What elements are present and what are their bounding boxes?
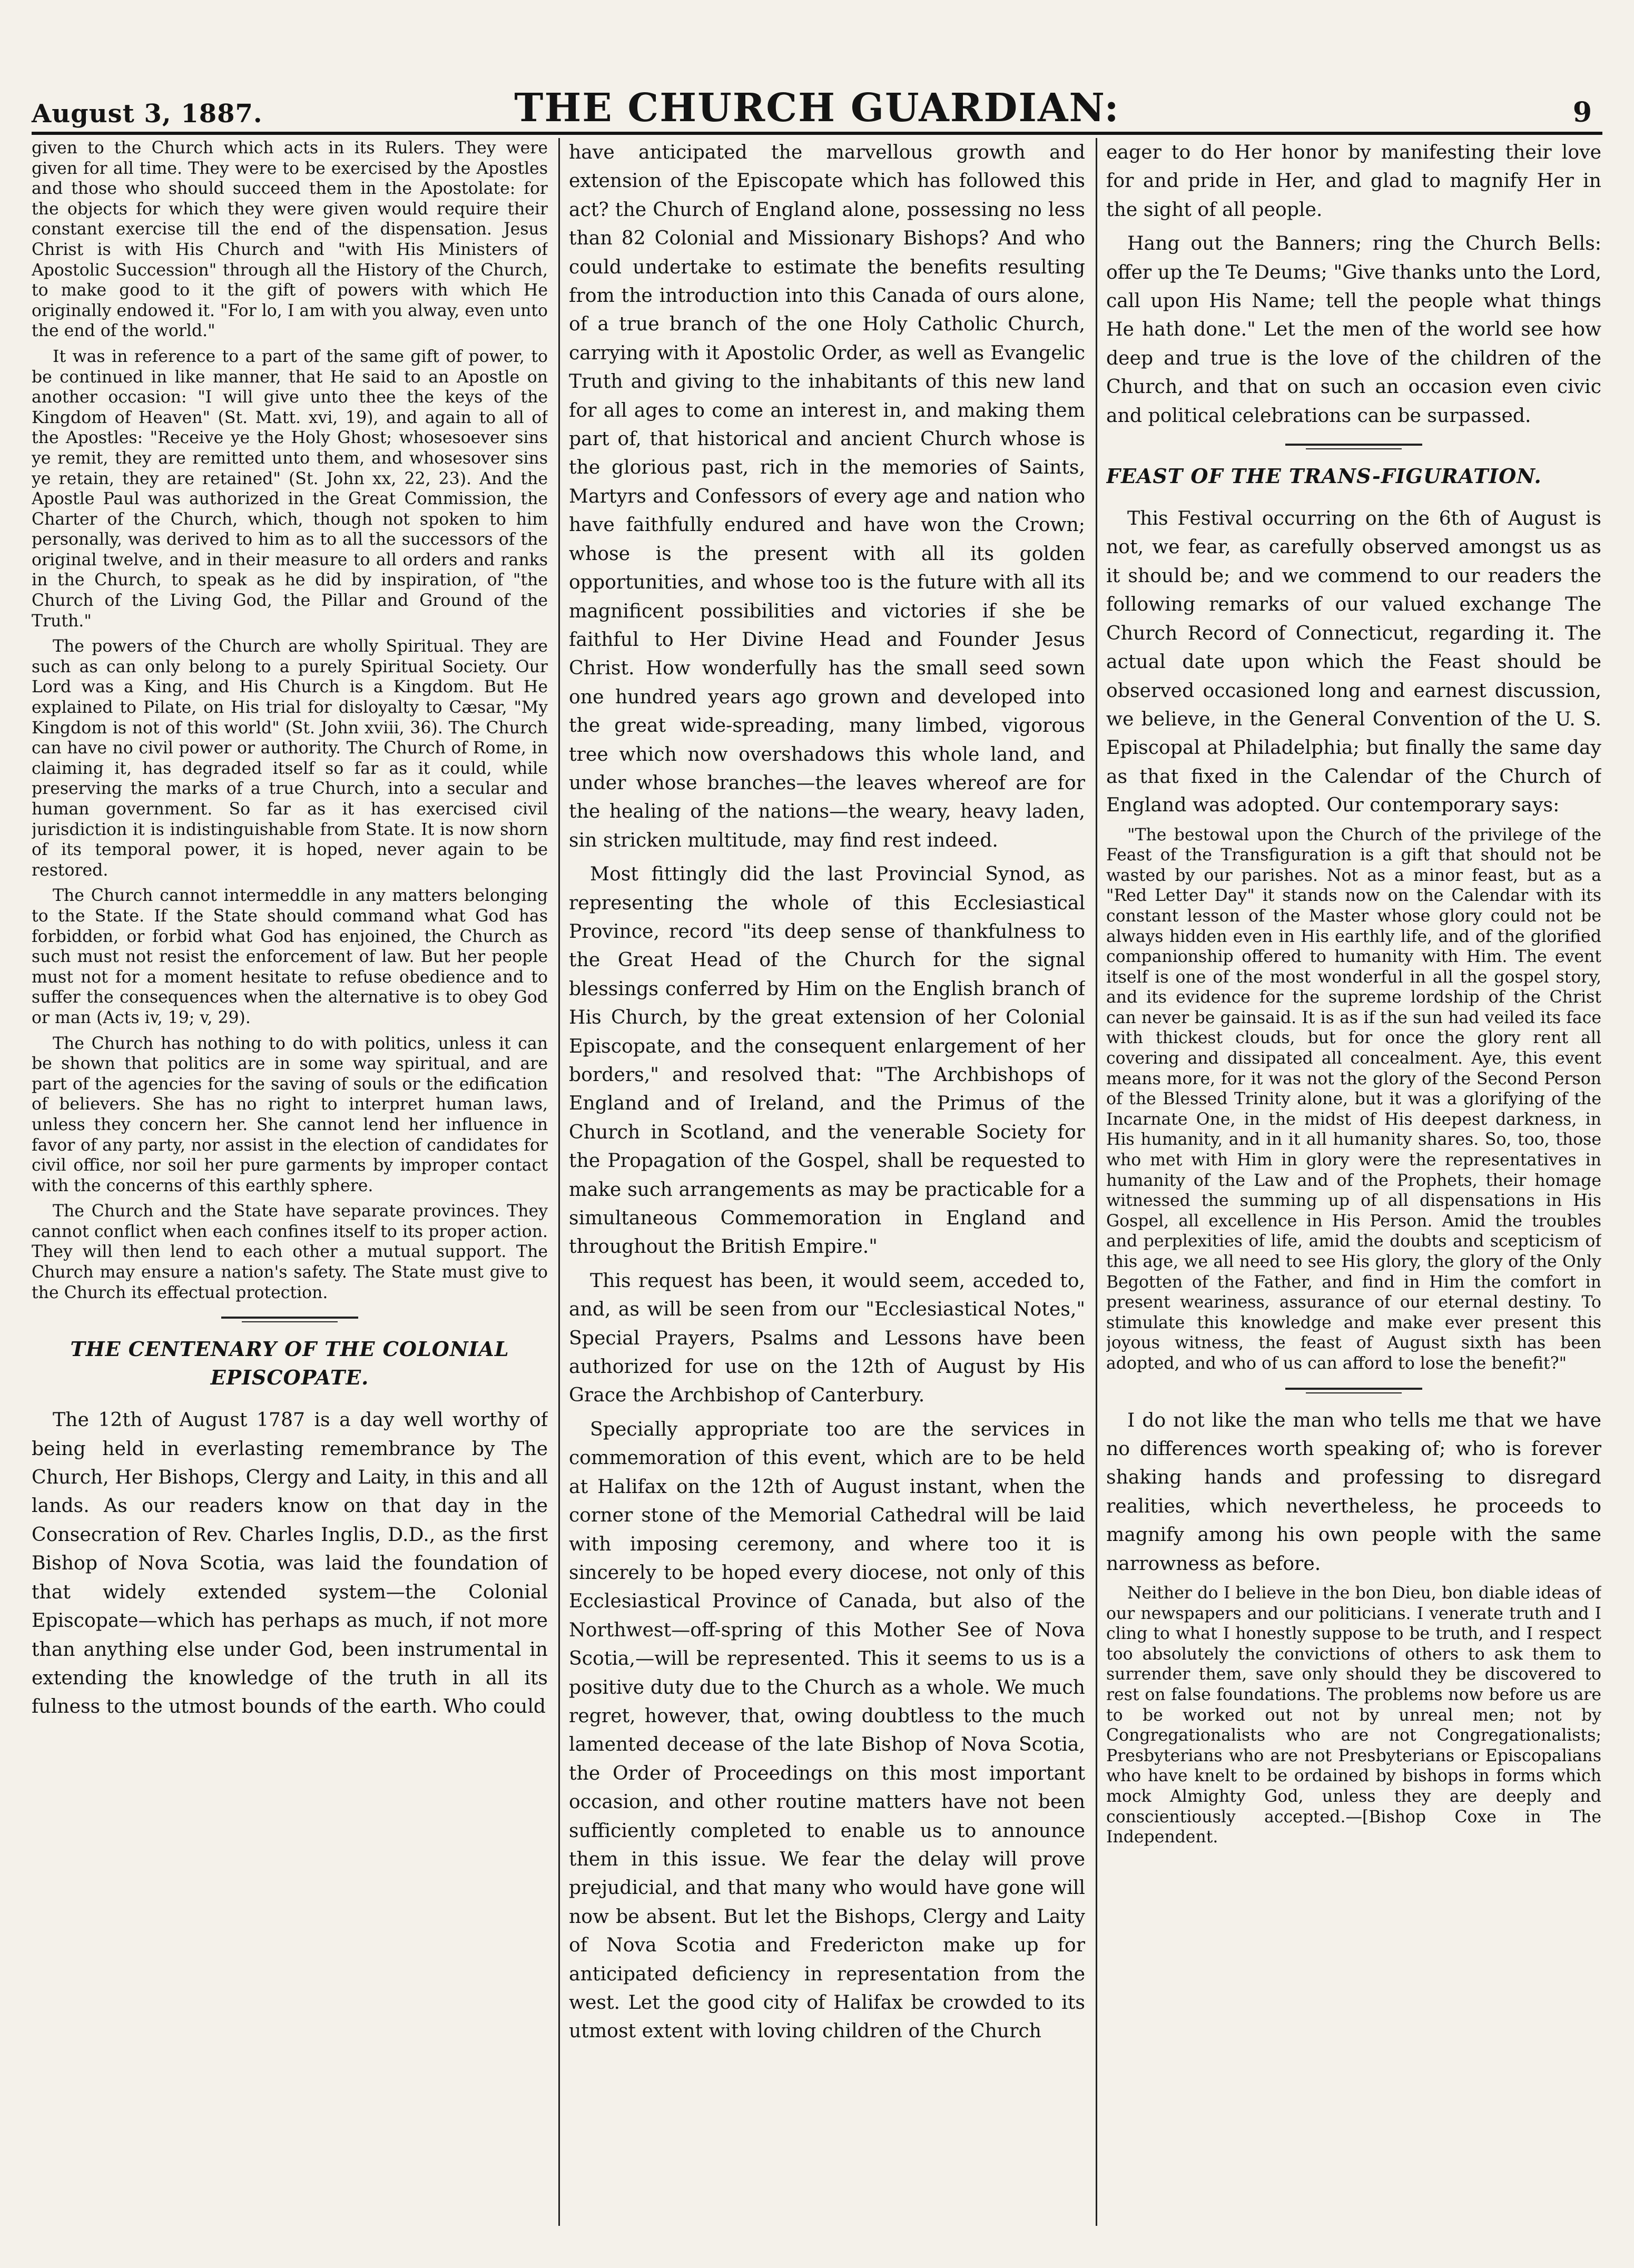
page-number: 9 xyxy=(1572,96,1592,129)
paragraph: This request has been, it would seem, acceded to, and, as will be seen from our "Ecclesiastical Notes," Special Prayers, Psalms and Lessons have been authorized for use on the 12th of August by His Grace the Archbishop of Canterbury. xyxy=(569,1269,1085,1407)
paragraph: The Church has nothing to do with politics, unless it can be shown that politics are in some way spiritual, and are part of the agencies for the saving of souls or the edification of believers. She has no right to interpret human laws, unless they concern her. She cannot lend her influence in favor of any party, nor assist in the election of candidates for civil office, nor soil her pure garments by improper contact with the concerns of this earthly sphere. xyxy=(32,1034,548,1195)
column-2 xyxy=(569,138,1085,2226)
paragraph: eager to do Her honor by manifesting their love for and pride in Her, and glad to magnify Her in the sight of all people. xyxy=(1106,141,1601,221)
ornamental-rule xyxy=(1285,444,1422,449)
issue-date: August 3, 1887. xyxy=(32,99,263,129)
paragraph: The Church and the State have separate provinces. They cannot conflict when each confines itself to its proper action. They will then lend to each other a mutual support. The Church may ensure a nation's safety. The State must give to the Church its effectual protection. xyxy=(32,1202,548,1302)
paragraph: Hang out the Banners; ring the Church Bells: offer up the Te Deums; "Give thanks unto the Lord, call upon His Name; tell the people what things He hath done." Let the men of the world see how deep and true is the love of the children of the Church, and that on such an occasion even civic and political celebrations can be surpassed. xyxy=(1106,232,1601,427)
paragraph: Most fittingly did the last Provincial Synod, as representing the whole of this Ecclesiastical Province, record "its deep sense of thankfulness to the Great Head of the Church for the signal blessings conferred by Him on the English branch of His Church, by the great extension of her Colonial Episcopate, and the consequent enlargement of her borders," and resolved that: "The Archbishops of England and of Ireland, and the Primus of the Church in Scotland, and the venerable Society for the Propagation of the Gospel, shall be requested to make such arrangements as may be practicable for a simultaneous Commemoration in England and throughout the British Empire." xyxy=(569,862,1085,1258)
masthead-title: THE CHURCH GUARDIAN: xyxy=(514,85,1120,131)
paragraph: The 12th of August 1787 is a day well worthy of being held in everlasting remembrance by The Church, Her Bishops, Clergy and Laity, in this and all lands. As our readers know on that day in the Consecration of Rev. Charles Inglis, D.D., as the first Bishop of Nova Scotia, was laid the foundation of that widely extended system—the Colonial Episcopate—which has perhaps as much, if not more than anything else under God, been instrumental in extending the knowledge of the truth in all its fulness to the utmost bounds of the earth. Who could xyxy=(32,1408,548,1718)
paragraph: given to the Church which acts in its Rulers. They were given for all time. They were to be exercised by the Apostles and those who should succeed them in the Apostolate: for the objects for which they were given would require their constant exercise till the end of the dispensation. Jesus Christ is with His Church and "with His Ministers of Apostolic Succession" through all the History of the Church, to make good to it the gift of powers with which He originally endowed it. "For lo, I am with you alway, even unto the end of the world." xyxy=(32,139,548,341)
ornamental-rule xyxy=(221,1317,358,1322)
paragraph: have anticipated the marvellous growth and extension of the Episcopate which has followed this act? the Church of England alone, possessing no less than 82 Colonial and Missionary Bishops? And who could undertake to estimate the benefits resulting from the introduction into this Canada of ours alone, of a true branch of the one Holy Catholic Church, carrying with it Apostolic Order, as well as Evangelic Truth and giving to the inhabitants of this new land for all ages to come an interest in, and making them part of, that historical and ancient Church whose is the glorious past, rich in the memories of Saints, Martyrs and Confessors of every age and nation who have faithfully endured and have won the Crown; whose is the present with all its golden opportunities, and whose too is the future with all its magnificent possibilities and victories if she be faithful to Her Divine Head and Founder Jesus Christ. How wonderfully has the small seed sown one hundred years ago grown and developed into the great wide-spreading, many limbed, vigorous tree which now overshadows this whole land, and under whose branches—the leaves whereof are for the healing of the nations—the weary, heavy laden, sin stricken multitude, may find rest indeed. xyxy=(569,141,1085,851)
column-3 xyxy=(1106,138,1601,2226)
paragraph: The Church cannot intermeddle in any matters belonging to the State. If the State should command what God has forbidden, or forbid what God has enjoined, the Church as such must not resist the enforcement of law. But her people must not for a moment hesitate to refuse obedience and to suffer the consequences when the alternative is to obey God or man (Acts iv, 19; v, 29). xyxy=(32,886,548,1027)
quoted-paragraph: "The bestowal upon the Church of the privilege of the Feast of the Transfiguration is a gift that should not be wasted by our parishes. Not as a minor feast, but as a "Red Letter Day" it stands now on the Calendar with its constant lesson of the Master whose glory could not be always hidden even in His earthly life, and of the glorified companionship offered to humanity with Him. The event itself is one of the most wonderful in all the gospel story, and its evidence for the supreme lordship of the Christ can never be gainsaid. It is as if the sun had veiled its face with thickest clouds, but for once the glory rent all covering and dissipated all concealment. Aye, this event means more, for it was not the glory of the Second Person of the Blessed Trinity alone, but it was a glorifying of the Incarnate One, in the midst of His deepest darkness, in His humanity, and in it all humanity shares. So, too, those who met with Him in glory were the representatives in humanity of the Law and of the Prophets, their homage witnessed the summing up of all dispensations in His Gospel, all excellence in His Person. Amid the troubles and perplexities of life, amid the doubts and scepticism of this age, we all need to see His glory, the glory of the Only Begotten of the Father, and find in Him the comfort in present weariness, assurance of our eternal destiny. To stimulate this knowledge and make ever present this joyous witness, the feast of August sixth has been adopted, and who of us can afford to lose the benefit?" xyxy=(1106,825,1601,1373)
article-heading: FEAST OF THE TRANS-FIGURATION. xyxy=(1106,464,1542,488)
column-divider xyxy=(558,138,560,2226)
column-divider xyxy=(1096,138,1097,2226)
paragraph: Neither do I believe in the bon Dieu, bon diable ideas of our newspapers and our politicians. I venerate truth and I cling to what I honestly suppose to be truth, and I respect too absolutely the convictions of others to ask them to surrender them, save only should they be discovered to rest on false foundations. The problems now before us are to be worked out not by unreal men; not by Congregationalists who are not Congregationalists; Presbyterians who are not Presbyterians or Episcopalians who have knelt to be ordained by bishops in forms which mock Almighty God, unless they are deeply and conscientiously accepted.—[Bishop Coxe in The Independent. xyxy=(1106,1584,1601,1847)
paragraph: It was in reference to a part of the same gift of power, to be continued in like manner, that He said to an Apostle on another occasion: "I will give unto thee the keys of the Kingdom of Heaven" (St. Matt. xvi, 19), and again to all of the Apostles: "Receive ye the Holy Ghost; whosesoever sins ye remit, they are remitted unto them, and whosesover sins ye retain, they are retained" (St. John xx, 22, 23). And the Apostle Paul was authorized in the Great Commission, the Charter of the Church, which, though not spoken to him personally, was derived to him as to all the successors of the original twelve, and in their measure to all orders and ranks in the Church, to speak as he did by inspiration, of "the Church of the Living God, the Pillar and Ground of the Truth." xyxy=(32,347,548,631)
ornamental-rule xyxy=(1285,1388,1422,1393)
column-1 xyxy=(32,138,548,2226)
paragraph: This Festival occurring on the 6th of August is not, we fear, as carefully observed amongst us as it should be; and we commend to our readers the following remarks of our valued exchange The Church Record of Connecticut, regarding it. The actual date upon which the Feast should be observed occasioned long and earnest discussion, we believe, in the General Convention of the U. S. Episcopal at Philadelphia; but finally the same day as that fixed in the Calendar of the Church of England was adopted. Our contemporary says: xyxy=(1106,507,1601,817)
paragraph: The powers of the Church are wholly Spiritual. They are such as can only belong to a purely Spiritual Society. Our Lord was a King, and His Church is a Kingdom. But He explained to Pilate, on His trial for disloyalty to Cæsar, "My Kingdom is not of this world" (St. John xviii, 36). The Church can have no civil power or authority. The Church of Rome, in claiming it, has degraded itself so far as it could, while preserving the marks of a true Church, into a secular and human government. So far as it has exercised civil jurisdiction it is indistinguishable from State. It is now shorn of its temporal power, it is hoped, never again to be restored. xyxy=(32,637,548,880)
paragraph: I do not like the man who tells me that we have no differences worth speaking of; who is forever shaking hands and professing to disregard realities, which nevertheless, he proceeds to magnify among his own people with the same narrowness as before. xyxy=(1106,1408,1601,1575)
article-heading: THE CENTENARY OF THE COLONIAL EPISCOPATE. xyxy=(70,1337,509,1390)
paragraph: Specially appropriate too are the services in commemoration of this event, which are to be held at Halifax on the 12th of August instant, when the corner stone of the Memorial Cathedral will be laid with imposing ceremony, and where too it is sincerely to be hoped every diocese, not only of this Ecclesiastical Province of Canada, but also of the Northwest—off-spring of this Mother See of Nova Scotia,—will be represented. This it seems to us is a positive duty due to the Church as a whole. We much regret, however, that, owing doubtless to the much lamented decease of the late Bishop of Nova Scotia, the Order of Proceedings on this most important occasion, and other routine matters have not been sufficiently completed to enable us to announce them in this issue. We fear the delay will prove prejudicial, and that many who would have gone will now be absent. But let the Bishops, Clergy and Laity of Nova Scotia and Fredericton make up for anticipated deficiency in representation from the west. Let the good city of Halifax be crowded to its utmost extent with loving children of the Church xyxy=(569,1417,1085,2043)
page-header xyxy=(32,82,1602,135)
